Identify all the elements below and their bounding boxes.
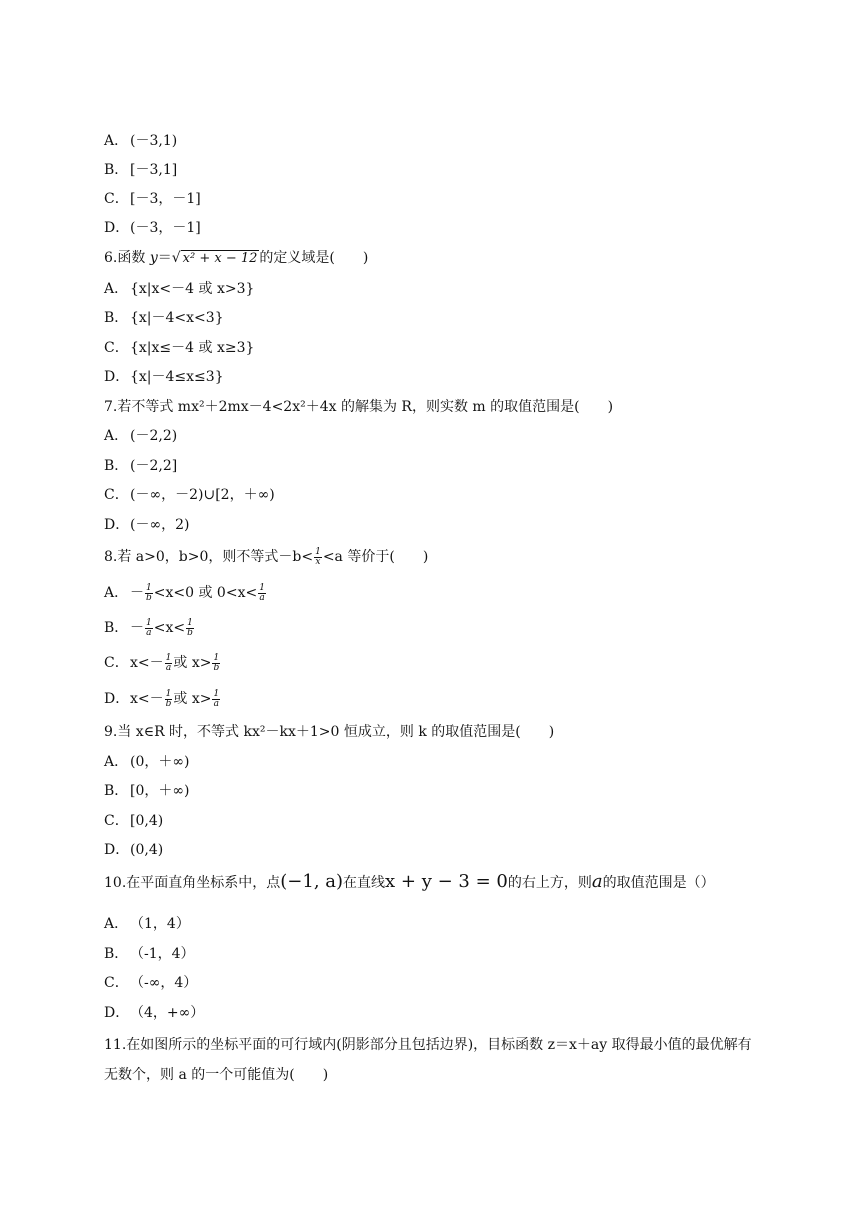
q9-option-a: A． (0，＋∞): [104, 754, 190, 770]
q6-option-d: D．{x|－4≤x≤3}: [104, 369, 224, 385]
q6-option-c: C．{x|x≤－4 或 x≥3}: [104, 340, 255, 356]
q8-option-d: D．x<－ $\frac{1}{b}$ 或 x> $\frac{1}{a}$: [104, 688, 220, 709]
fraction: $\frac{1}{a}$: [259, 582, 265, 603]
point-expression: (−1, a): [280, 871, 344, 892]
sqrt-symbol: √ x² + x − 12: [171, 250, 258, 266]
q6-stem: 6.函数 y＝√ x² + x − 12 的定义域是( ): [104, 248, 368, 269]
fraction: $\frac{1}{a}$: [165, 652, 172, 673]
fraction: $\frac{1}{b}$: [187, 617, 193, 638]
fraction: $\frac{1}{b}$: [165, 688, 172, 709]
q5-option-b: B． [－3,1]: [104, 162, 178, 178]
q7-option-a: A． (－2,2): [104, 428, 178, 444]
fraction: $\frac{1}{b}$: [213, 652, 220, 673]
q10-option-a: A． （1，4）: [104, 916, 190, 932]
q6-option-b: B． {x|－4<x<3}: [104, 310, 224, 326]
q10-option-d: D．（4，+∞）: [104, 1005, 205, 1021]
q9-option-c: C．[0,4): [104, 813, 164, 829]
line-equation: x + y − 3 = 0: [385, 871, 508, 892]
q7-stem: 7.若不等式 mx²＋2mx－4<2x²＋4x 的解集为 R，则实数 m 的取值范围是( ): [104, 399, 614, 415]
q9-option-d: D．(0,4): [104, 842, 164, 858]
q8-option-b: B． － $\frac{1}{a}$ <x< $\frac{1}{b}$: [104, 617, 193, 638]
q10-stem: 10.在平面直角坐标系中，点(−1, a)在直线x + y − 3 = 0的右上方，则a的取值范围是（）: [104, 871, 715, 892]
q5-option-c: C．[－3，－1]: [104, 191, 201, 207]
q5-option-d: D．(－3，－1]: [104, 220, 201, 236]
q8-option-c: C．x<－ $\frac{1}{a}$ 或 x> $\frac{1}{b}$: [104, 652, 220, 673]
fraction: $\frac{1}{b}$: [146, 582, 152, 603]
q7-option-d: D．(－∞，2): [104, 517, 190, 533]
q11-stem: 11.在如图所示的坐标平面的可行域内(阴影部分且包括边界)，目标函数 z＝x＋ay 取得最小值的最优解有无数个，则 a 的一个可能值为( ): [104, 1037, 752, 1083]
q7-option-b: B． (－2,2]: [104, 458, 178, 474]
q8-option-a: A． － $\frac{1}{b}$ <x<0 或 0<x< $\frac{1}{a}$: [104, 582, 265, 603]
variable-a: a: [591, 871, 603, 892]
q6-option-a: A． {x|x<－4 或 x>3}: [104, 281, 255, 297]
fraction: $\frac{1}{a}$: [146, 617, 152, 638]
fraction: $\frac{1}{a}$: [213, 688, 220, 709]
q7-option-c: C．(－∞，－2)∪[2，＋∞): [104, 487, 275, 503]
q10-option-c: C．（-∞，4）: [104, 975, 198, 991]
q9-option-b: B． [0，＋∞): [104, 783, 190, 799]
fraction: $\frac{1}{x}$: [315, 546, 321, 567]
q9-stem: 9.当 x∈R 时，不等式 kx²－kx＋1>0 恒成立，则 k 的取值范围是( ): [104, 724, 555, 740]
q5-option-a: A． (－3,1): [104, 133, 178, 149]
q8-stem: 8.若 a>0，b>0，则不等式－b< $\frac{1}{x}$ <a 等价于( ): [104, 546, 429, 567]
q10-option-b: B． （-1，4）: [104, 946, 195, 962]
